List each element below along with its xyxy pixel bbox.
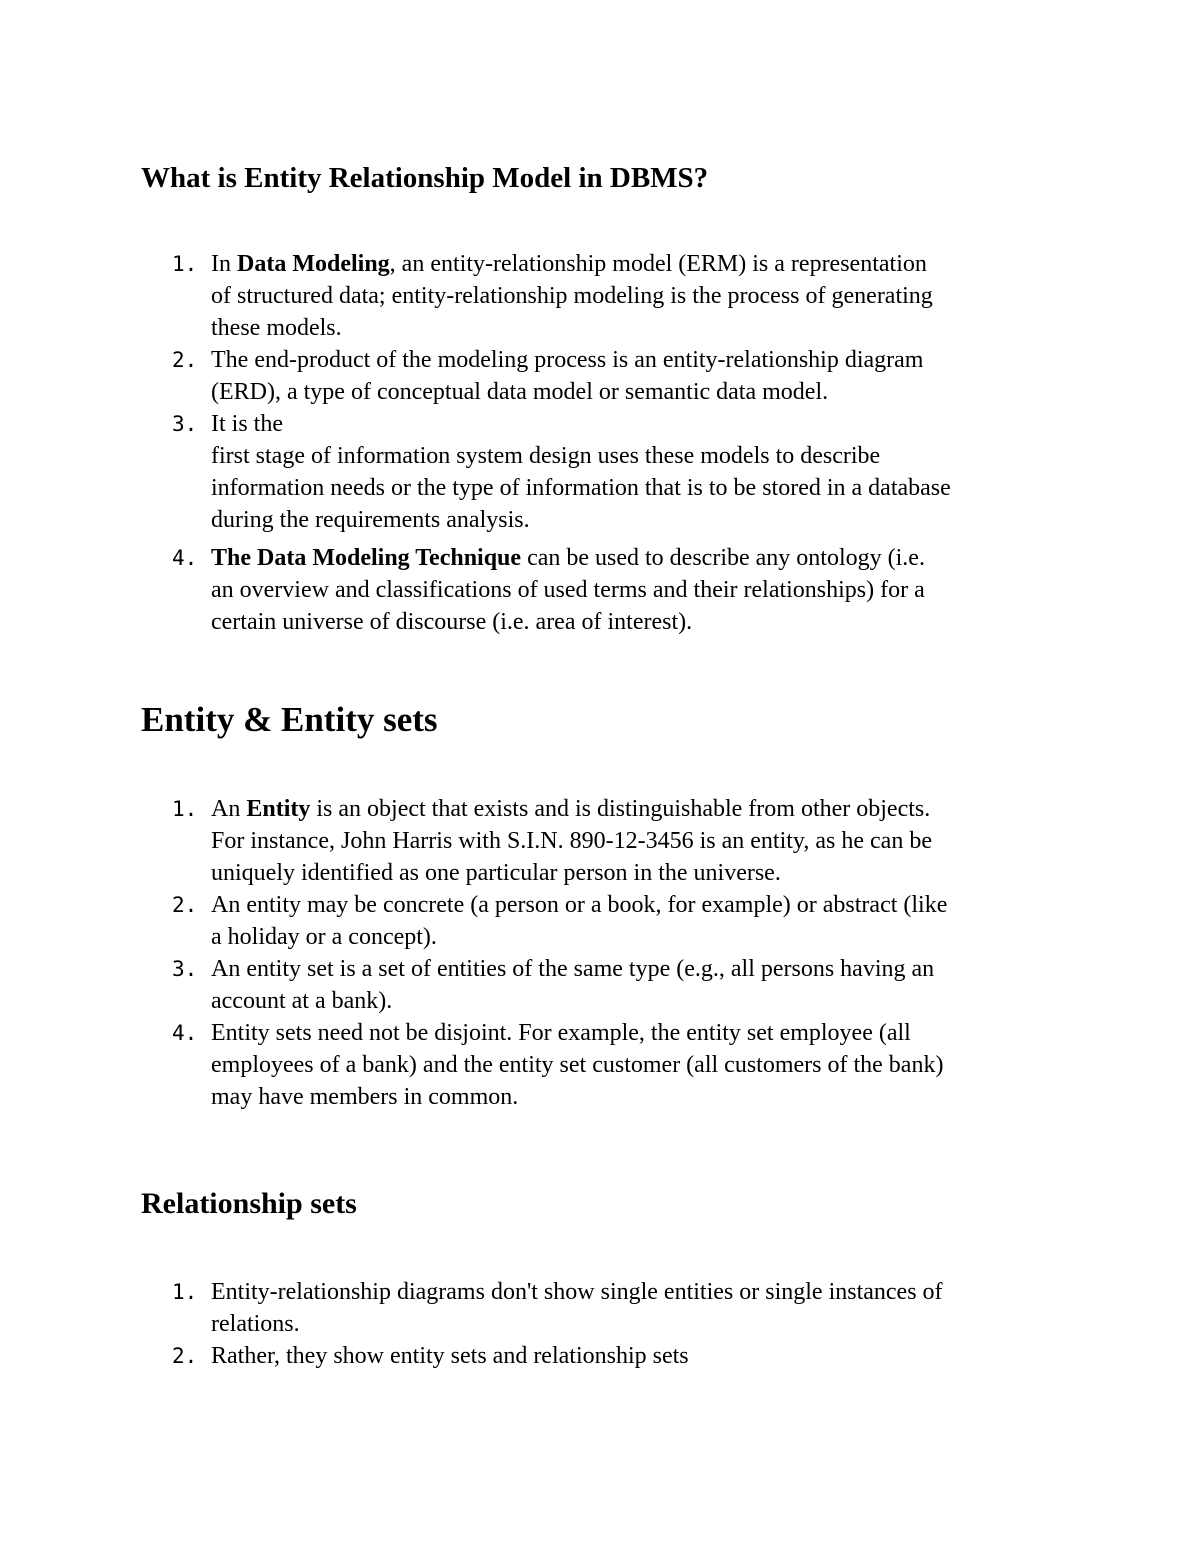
text-line: uniquely identified as one particular person in the universe. (211, 860, 781, 886)
list-item-text (211, 1276, 1071, 1340)
text-run: In (211, 251, 237, 277)
text-line: of structured data; entity-relationship modeling is the process of generating (211, 283, 933, 309)
relationship-sets-list (0, 1276, 1071, 1372)
text-line: Rather, they show entity sets and relationship sets (211, 1343, 689, 1369)
list-item (0, 408, 1071, 536)
list-item-text (211, 793, 1071, 889)
list-item-text (211, 953, 1071, 1017)
list-item (0, 953, 1071, 1017)
bold-term: Data Modeling (237, 251, 390, 277)
text-line: during the requirements analysis. (211, 507, 530, 533)
text-line: An entity set is a set of entities of the same type (e.g., all persons having an (211, 956, 935, 982)
erm-list (0, 248, 1071, 638)
text-line: For instance, John Harris with S.I.N. 890-12-3456 is an entity, as he can be (211, 828, 932, 854)
text-line: employees of a bank) and the entity set customer (all customers of the bank) (211, 1052, 944, 1078)
text-line: relations. (211, 1311, 300, 1337)
section-heading-entity-sets: Entity & Entity sets (141, 700, 438, 739)
bold-term: Entity (246, 796, 311, 822)
list-item-text (211, 889, 1071, 953)
text-line: account at a bank). (211, 988, 393, 1014)
list-item (0, 1340, 1071, 1372)
text-line (211, 248, 1071, 280)
list-item-text (211, 248, 1071, 344)
list-number: 4. (172, 1021, 198, 1045)
list-item-text (211, 1340, 1071, 1372)
text-line (211, 542, 1071, 574)
text-run: is an object that exists and is distinguishable from other objects. (310, 796, 931, 822)
text-line: An entity may be concrete (a person or a book, for example) or abstract (like (211, 892, 948, 918)
list-number: 1. (172, 1280, 198, 1304)
section-heading-relationship-sets: Relationship sets (141, 1187, 357, 1220)
list-item (0, 1276, 1071, 1340)
text-line: first stage of information system design uses these models to describe (211, 443, 881, 469)
text-run: , an entity-relationship model (ERM) is a representation (389, 251, 927, 277)
text-line (211, 793, 1071, 825)
list-number: 4. (172, 546, 198, 570)
list-item (0, 542, 1071, 638)
text-line: It is the (211, 411, 283, 437)
text-line: these models. (211, 315, 342, 341)
section-heading-erm: What is Entity Relationship Model in DBMS? (141, 162, 709, 194)
list-item-text (211, 1017, 1071, 1113)
list-number: 2. (172, 348, 198, 372)
text-run: can be used to describe any ontology (i.e. (521, 545, 925, 571)
list-item (0, 1017, 1071, 1113)
list-number: 2. (172, 893, 198, 917)
text-line: certain universe of discourse (i.e. area of interest). (211, 609, 693, 635)
text-line: The end-product of the modeling process is an entity-relationship diagram (211, 347, 924, 373)
text-line: Entity-relationship diagrams don't show single entities or single instances of (211, 1279, 943, 1305)
list-item (0, 889, 1071, 953)
text-line: a holiday or a concept). (211, 924, 437, 950)
list-number: 2. (172, 1344, 198, 1368)
text-line: Entity sets need not be disjoint. For example, the entity set employee (all (211, 1020, 911, 1046)
list-item-text (211, 344, 1071, 408)
list-item (0, 248, 1071, 344)
list-number: 1. (172, 252, 198, 276)
text-line: an overview and classifications of used terms and their relationships) for a (211, 577, 925, 603)
text-line: may have members in common. (211, 1084, 519, 1110)
bold-term: The Data Modeling Technique (211, 545, 522, 571)
text-line: (ERD), a type of conceptual data model or semantic data model. (211, 379, 829, 405)
list-number: 1. (172, 797, 198, 821)
list-item-text (211, 542, 1071, 638)
entity-sets-list (0, 793, 1071, 1113)
list-number: 3. (172, 957, 198, 981)
list-number: 3. (172, 412, 198, 436)
text-line: information needs or the type of information that is to be stored in a database (211, 475, 951, 501)
list-item-text (211, 408, 1071, 536)
text-run: An (211, 796, 247, 822)
list-item (0, 344, 1071, 408)
list-item (0, 793, 1071, 889)
